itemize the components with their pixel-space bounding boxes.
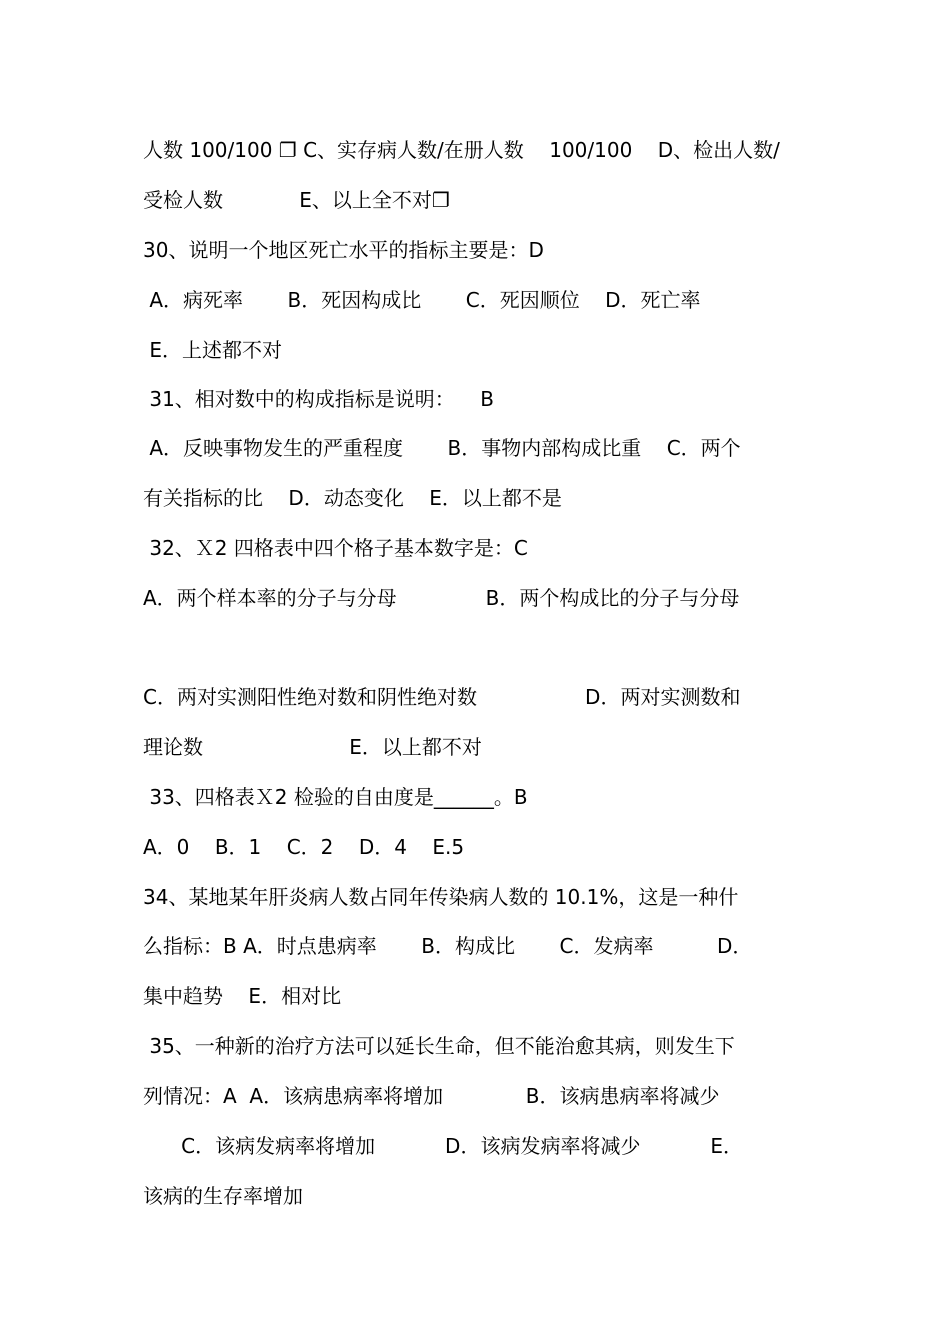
text-line: 35、一种新的治疗方法可以延长生命，但不能治愈其病，则发生下 bbox=[143, 1034, 735, 1058]
text-line: 32、Ｘ2 四格表中四个格子基本数字是：C bbox=[143, 536, 528, 560]
text-line: C．该病发病率将增加 D．该病发病率将减少 E． bbox=[143, 1134, 744, 1158]
text-line: 33、四格表Ｘ2 检验的自由度是______。B bbox=[143, 785, 528, 809]
text-line: 31、相对数中的构成指标是说明： B bbox=[143, 387, 494, 411]
text-line: 该病的生存率增加 bbox=[143, 1184, 303, 1208]
text-line: 人数 100/100 ❐ C、实存病人数/在册人数 100/100 D、检出人数/ bbox=[143, 138, 780, 162]
text-line: 理论数 E．以上都不对 bbox=[143, 735, 482, 759]
text-line: 34、某地某年肝炎病人数占同年传染病人数的 10.1%，这是一种什 bbox=[143, 885, 739, 909]
text-line: 30、说明一个地区死亡水平的指标主要是：D bbox=[143, 238, 544, 262]
text-line: 有关指标的比 D．动态变化 E．以上都不是 bbox=[143, 486, 562, 510]
text-line: 么指标：B A．时点患病率 B．构成比 C．发病率 D． bbox=[143, 934, 753, 958]
text-line: C．两对实测阳性绝对数和阴性绝对数 D．两对实测数和 bbox=[143, 685, 741, 709]
text-line: A．病死率 B．死因构成比 C．死因顺位 D．死亡率 bbox=[143, 288, 701, 312]
text-line: E．上述都不对 bbox=[143, 338, 282, 362]
text-line: A．0 B．1 C．2 D．4 E.5 bbox=[143, 835, 465, 859]
text-line: 受检人数 E、以上全不对❐ bbox=[143, 188, 450, 212]
text-line: 列情况：A A．该病患病率将增加 B．该病患病率将减少 bbox=[143, 1084, 720, 1108]
text-line: 集中趋势 E．相对比 bbox=[143, 984, 342, 1008]
text-line: A．反映事物发生的严重程度 B．事物内部构成比重 C．两个 bbox=[143, 436, 741, 460]
text-line: A．两个样本率的分子与分母 B．两个构成比的分子与分母 bbox=[143, 586, 740, 610]
